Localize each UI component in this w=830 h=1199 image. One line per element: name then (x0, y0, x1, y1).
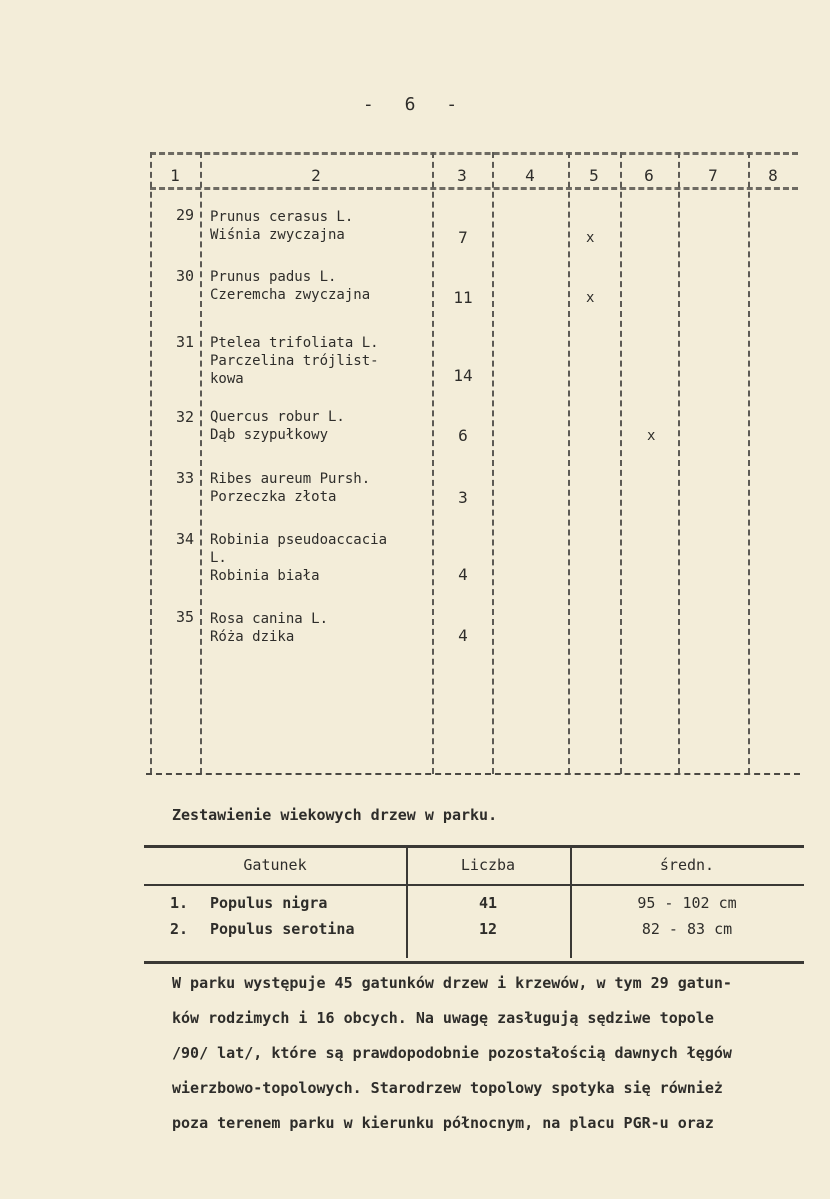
species-name (210, 610, 425, 646)
species-name: Populus nigra (210, 894, 328, 912)
row-number: 29 (175, 206, 194, 224)
count-cell: 14 (453, 366, 473, 385)
header-rule (144, 884, 804, 886)
column-header: 2 (311, 166, 321, 185)
row-number: 32 (175, 408, 194, 426)
species-latin: Ptelea trifoliata L. (210, 335, 379, 351)
species-latin: Prunus padus L. (210, 269, 337, 285)
table-header-rule (150, 187, 798, 190)
species-polish: Dąb szypułkowy (210, 427, 329, 443)
paragraph-line: wierzbowo-topolowych. Starodrzew topolowy spotyka się również (172, 1079, 723, 1097)
species-name (210, 408, 425, 444)
species-latin-cont: L. (210, 550, 227, 566)
age-table (144, 845, 804, 964)
row-number: 30 (175, 267, 194, 285)
species-latin: Quercus robur L. (210, 409, 345, 425)
species-name (210, 470, 425, 506)
mark-col5: x (586, 290, 595, 306)
column-divider (568, 152, 570, 774)
mark-col6: x (647, 428, 656, 444)
count-cell: 4 (458, 626, 468, 645)
count-cell: 7 (458, 228, 468, 247)
column-header: Liczba (460, 856, 516, 874)
species-polish: Parczelina trójlist- (210, 353, 379, 369)
species-name (210, 268, 425, 304)
count-cell: 41 (478, 894, 498, 912)
paragraph-line: W parku występuje 45 gatunków drzew i krzewów, w tym 29 gatun- (172, 974, 732, 992)
species-polish: Porzeczka złota (210, 489, 337, 505)
column-header: 1 (170, 166, 180, 185)
body-paragraph (172, 966, 812, 1141)
diameter-cell: 95 - 102 cm (637, 894, 737, 912)
column-header: 3 (457, 166, 467, 185)
column-divider (150, 152, 152, 774)
row-number: 31 (175, 333, 194, 351)
species-name (210, 334, 425, 388)
column-divider (620, 152, 622, 774)
count-cell: 6 (458, 426, 468, 445)
column-divider (432, 152, 434, 774)
row-number: 2. (170, 920, 189, 938)
count-cell: 11 (453, 288, 473, 307)
column-header: 8 (768, 166, 778, 185)
species-polish-cont: kowa (210, 371, 244, 387)
column-divider (200, 152, 202, 774)
species-latin: Prunus cerasus L. (210, 209, 354, 225)
species-polish: Wiśnia zwyczajna (210, 227, 345, 243)
column-divider (748, 152, 750, 774)
column-header: 4 (525, 166, 535, 185)
column-header: 7 (708, 166, 718, 185)
count-cell: 12 (478, 920, 498, 938)
species-polish: Róża dzika (210, 629, 295, 645)
column-header: 5 (589, 166, 599, 185)
paragraph-line: /90/ lat/, które są prawdopodobnie pozostałością dawnych łęgów (172, 1044, 732, 1062)
mark-col5: x (586, 230, 595, 246)
count-cell: 3 (458, 488, 468, 507)
table-bottom-rule (146, 773, 800, 775)
column-header: Gatunek (243, 856, 307, 874)
species-latin: Robinia pseudoaccacia (210, 532, 388, 548)
row-number: 34 (175, 530, 194, 548)
table-top-rule (150, 152, 798, 155)
diameter-cell: 82 - 83 cm (641, 920, 733, 938)
column-divider (678, 152, 680, 774)
species-latin: Ribes aureum Pursh. (210, 471, 371, 487)
species-name (210, 208, 425, 244)
row-number: 35 (175, 608, 194, 626)
row-number: 33 (175, 469, 194, 487)
column-header: średn. (659, 856, 715, 874)
row-number: 1. (170, 894, 189, 912)
section-title: Zestawienie wiekowych drzew w parku. (172, 806, 498, 824)
page-number: - 6 - (362, 94, 468, 115)
paragraph-line: ków rodzimych i 16 obcych. Na uwagę zasługują sędziwe topole (172, 1009, 714, 1027)
species-name: Populus serotina (210, 920, 355, 938)
species-polish: Robinia biała (210, 568, 320, 584)
species-polish: Czeremcha zwyczajna (210, 287, 371, 303)
species-latin: Rosa canina L. (210, 611, 329, 627)
paragraph-line: poza terenem parku w kierunku północnym, na placu PGR-u oraz (172, 1114, 714, 1132)
column-header: 6 (644, 166, 654, 185)
column-divider (492, 152, 494, 774)
count-cell: 4 (458, 565, 468, 584)
species-name (210, 531, 425, 585)
